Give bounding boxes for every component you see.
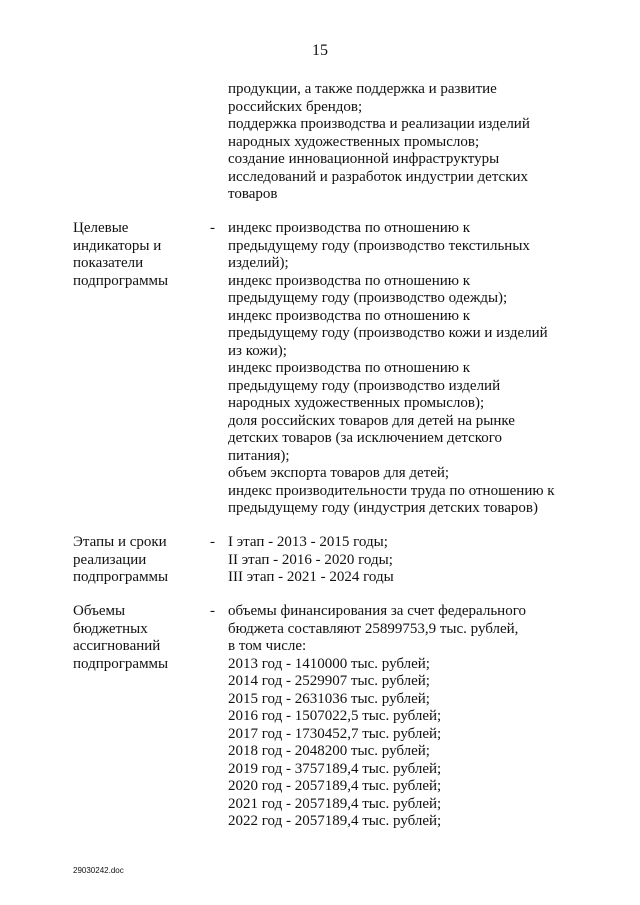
content-line: 2015 год - 2631036 тыс. рублей; <box>228 690 430 707</box>
content-line: индекс производства по отношению к <box>228 272 470 289</box>
content-line: предыдущему году (производство одежды); <box>228 290 508 306</box>
content-line: 2020 год - 2057189,4 тыс. рублей; <box>228 778 442 794</box>
content-line: 2018 год - 2048200 тыс. рублей; <box>228 743 430 759</box>
section-label <box>73 220 203 290</box>
content-line: изделий); <box>228 255 289 271</box>
content-line: 2021 год - 2057189,4 тыс. рублей; <box>228 795 442 812</box>
content-line: 2014 год - 2529907 тыс. рублей; <box>228 673 430 689</box>
label-line: бюджетных <box>73 620 148 637</box>
label-line: Объемы <box>73 603 126 619</box>
content-line: 2017 год - 1730452,7 тыс. рублей; <box>228 725 442 742</box>
intro-line: исследований и разработок индустрии детских <box>228 168 529 185</box>
dash-separator: - <box>210 220 215 236</box>
content-line: питания); <box>228 447 290 464</box>
label-line: ассигнований <box>73 638 161 654</box>
page-number: 15 <box>312 42 328 59</box>
label-line: Этапы и сроки <box>73 534 167 550</box>
content-line: индекс производства по отношению к <box>228 307 470 324</box>
label-line: подпрограммы <box>73 272 169 289</box>
content-line: бюджета составляют 25899753,9 тыс. рублей, <box>228 620 519 637</box>
content-line: предыдущему году (производство изделий <box>228 377 501 394</box>
label-line: Целевые <box>73 220 129 236</box>
section-content <box>228 220 588 518</box>
intro-line: продукции, а также поддержка и развитие <box>228 81 497 97</box>
content-line: предыдущему году (индустрия детских товаров) <box>228 500 538 516</box>
label-line: подпрограммы <box>73 655 169 672</box>
content-line: в том числе: <box>228 638 307 654</box>
content-line: II этап - 2016 - 2020 годы; <box>228 551 393 568</box>
intro-line: создание инновационной инфраструктуры <box>228 151 500 167</box>
section-label <box>73 534 203 587</box>
section-label <box>73 603 203 673</box>
label-line: реализации <box>73 551 147 568</box>
content-line: 2013 год - 1410000 тыс. рублей; <box>228 655 430 672</box>
content-line: 2022 год - 2057189,4 тыс. рублей; <box>228 813 442 829</box>
section-content <box>228 534 588 587</box>
content-line: объем экспорта товаров для детей; <box>228 465 450 481</box>
content-line: индекс производительности труда по отношению к <box>228 482 555 499</box>
content-line: доля российских товаров для детей на рынке <box>228 412 515 429</box>
content-line: объемы финансирования за счет федерального <box>228 603 526 619</box>
intro-line: российских брендов; <box>228 98 363 115</box>
content-line: индекс производства по отношению к <box>228 360 470 376</box>
intro-line: народных художественных промыслов; <box>228 133 480 150</box>
content-line: предыдущему году (производство кожи и изделий <box>228 325 548 341</box>
label-line: индикаторы и <box>73 237 162 254</box>
section-content <box>228 603 588 831</box>
content-line: из кожи); <box>228 342 287 359</box>
content-line: предыдущему году (производство текстильных <box>228 237 530 254</box>
label-line: подпрограммы <box>73 569 169 585</box>
content-line: индекс производства по отношению к <box>228 220 470 236</box>
footer-filename: 29030242.doc <box>73 866 124 875</box>
content-line: 2019 год - 3757189,4 тыс. рублей; <box>228 760 442 777</box>
intro-line: товаров <box>228 186 278 202</box>
content-line: детских товаров (за исключением детского <box>228 430 503 446</box>
content-line: народных художественных промыслов); <box>228 395 485 411</box>
content-line: 2016 год - 1507022,5 тыс. рублей; <box>228 708 442 724</box>
dash-separator: - <box>210 603 215 619</box>
dash-separator: - <box>210 534 215 550</box>
label-line: показатели <box>73 255 144 271</box>
intro-text <box>228 81 548 204</box>
content-line: I этап - 2013 - 2015 годы; <box>228 534 388 550</box>
intro-line: поддержка производства и реализации изделий <box>228 116 530 132</box>
content-line: III этап - 2021 - 2024 годы <box>228 569 394 585</box>
